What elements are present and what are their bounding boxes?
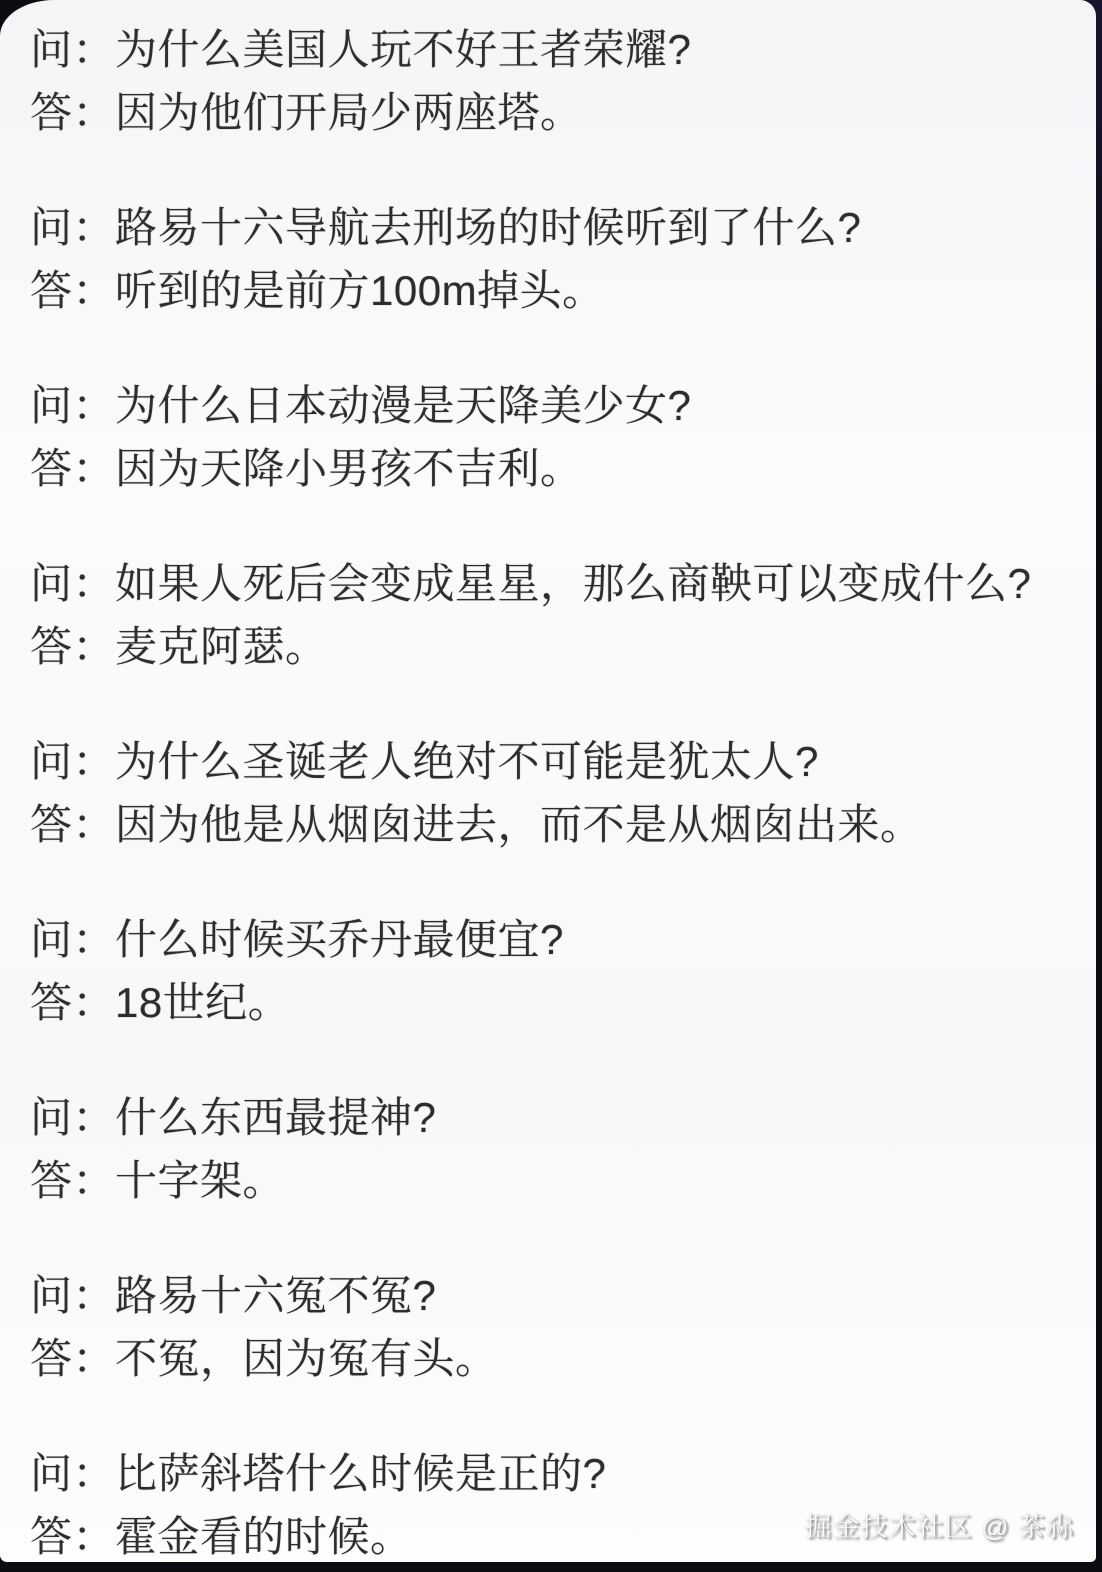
qa-pair <box>30 1086 1096 1212</box>
answer-line <box>30 1149 1096 1212</box>
qa-pair <box>30 18 1096 144</box>
answer-text: 18世纪。 <box>115 979 291 1026</box>
answer-text: 因为他是从烟囱进去，而不是从烟囱出来。 <box>115 801 923 848</box>
answer-prefix: 答： <box>30 1157 116 1204</box>
question-prefix: 问： <box>30 1272 116 1319</box>
question-line <box>30 1086 1096 1149</box>
qa-pair <box>30 1442 1096 1562</box>
answer-prefix: 答： <box>30 801 116 848</box>
question-prefix: 问： <box>30 916 116 963</box>
answer-line <box>30 259 1096 322</box>
answer-text: 霍金看的时候。 <box>115 1513 413 1560</box>
question-prefix: 问： <box>30 382 116 429</box>
question-line <box>30 1442 1096 1505</box>
question-prefix: 问： <box>30 738 116 785</box>
answer-line <box>30 81 1096 144</box>
answer-text: 听到的是前方100m掉头。 <box>115 267 605 314</box>
answer-line <box>30 615 1096 678</box>
qa-pair <box>30 730 1096 856</box>
question-line <box>30 1264 1096 1327</box>
question-prefix: 问： <box>30 1450 116 1497</box>
question-line <box>30 196 1096 259</box>
qa-pair <box>30 552 1096 678</box>
answer-line <box>30 1327 1096 1390</box>
question-text: 比萨斜塔什么时候是正的? <box>115 1450 607 1497</box>
answer-prefix: 答： <box>30 89 116 136</box>
answer-line <box>30 437 1096 500</box>
answer-text: 麦克阿瑟。 <box>115 623 328 670</box>
question-line <box>30 552 1096 615</box>
qa-pair <box>30 374 1096 500</box>
question-text: 什么东西最提神? <box>115 1094 437 1141</box>
answer-prefix: 答： <box>30 445 116 492</box>
answer-text: 因为他们开局少两座塔。 <box>115 89 583 136</box>
question-text: 路易十六导航去刑场的时候听到了什么? <box>115 204 862 251</box>
question-text: 为什么圣诞老人绝对不可能是犹太人? <box>115 738 819 785</box>
answer-prefix: 答： <box>30 267 116 314</box>
qa-pair <box>30 196 1096 322</box>
question-text: 为什么日本动漫是天降美少女? <box>115 382 692 429</box>
question-prefix: 问： <box>30 204 116 251</box>
answer-prefix: 答： <box>30 1335 116 1382</box>
answer-line <box>30 793 1096 856</box>
question-line <box>30 18 1096 81</box>
answer-text: 十字架。 <box>115 1157 286 1204</box>
question-line <box>30 908 1096 971</box>
qa-pair <box>30 1264 1096 1390</box>
question-text: 什么时候买乔丹最便宜? <box>115 916 564 963</box>
question-prefix: 问： <box>30 26 116 73</box>
question-text: 路易十六冤不冤? <box>115 1272 437 1319</box>
answer-prefix: 答： <box>30 623 116 670</box>
question-line <box>30 374 1096 437</box>
answer-line <box>30 971 1096 1034</box>
question-line <box>30 730 1096 793</box>
watermark: 掘金技术社区 @ 茶尛 <box>804 1512 1074 1542</box>
answer-prefix: 答： <box>30 1513 116 1560</box>
question-text: 为什么美国人玩不好王者荣耀? <box>115 26 692 73</box>
answer-text: 不冤，因为冤有头。 <box>115 1335 498 1382</box>
question-text: 如果人死后会变成星星，那么商鞅可以变成什么? <box>115 560 1032 607</box>
answer-prefix: 答： <box>30 979 116 1026</box>
answer-text: 因为天降小男孩不吉利。 <box>115 445 583 492</box>
question-prefix: 问： <box>30 560 116 607</box>
question-prefix: 问： <box>30 1094 116 1141</box>
qa-pair <box>30 908 1096 1034</box>
